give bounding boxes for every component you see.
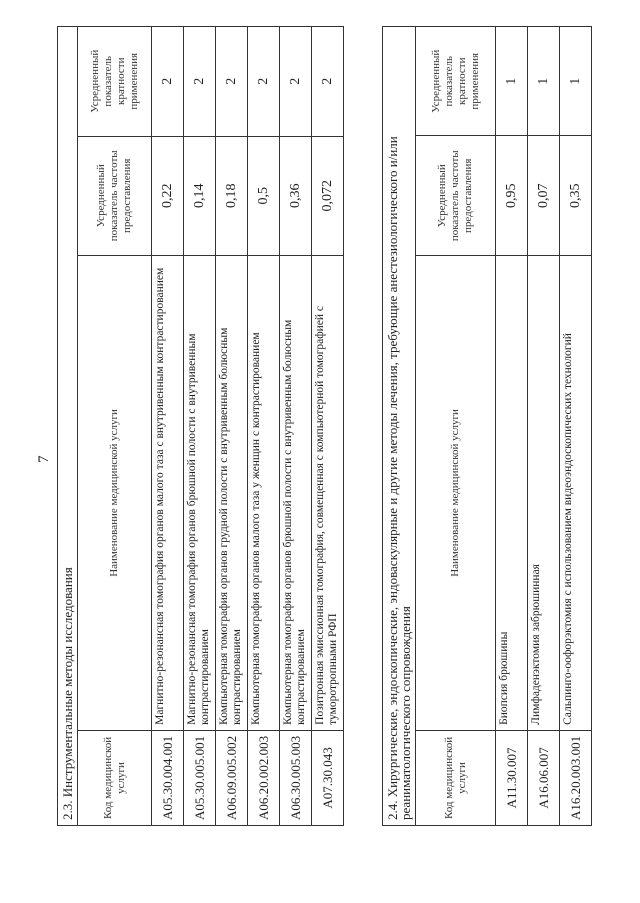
multiplicity-value: 2 [184,27,216,137]
multiplicity-value: 2 [152,27,184,137]
table-row [152,27,184,826]
frequency-value: 0,95 [496,136,528,256]
service-code: A06.20.002.003 [248,730,280,825]
section-title: 2.3. Инструментальные методы исследования [58,27,78,826]
header-frequency: Усредненный показатель частоты предоставления [78,136,152,256]
section-title: 2.4. Хирургические, эндоскопические, эндоваскулярные и другие методы лечения, требующие анестезиологического и/или реаниматологического сопровождения [383,27,416,826]
service-name: Компьютерная томография органов малого таза у женщин с контрастированием [248,256,280,731]
header-code: Код медицинской услуги [78,730,152,825]
service-code: A16.06.007 [528,730,560,825]
service-name: Магнитно-резонансная томография органов малого таза с внутривенным контрастированием [152,256,184,731]
table-row [216,27,248,826]
frequency-value: 0,22 [152,136,184,256]
service-code: A06.30.005.003 [280,730,312,825]
table-row [528,27,560,826]
frequency-value: 0,35 [560,136,592,256]
service-name: Магнитно-резонансная томография органов брюшной полости с внутривенным контрастированием [184,256,216,731]
table-row [560,27,592,826]
frequency-value: 0,5 [248,136,280,256]
service-name: Компьютерная томография органов брюшной полости с внутривенным болюсным контрастированием [280,256,312,731]
multiplicity-value: 2 [280,27,312,137]
table-row [248,27,280,826]
frequency-value: 0,072 [312,136,344,256]
service-name: Лимфаденэктомия забрюшинная [528,255,560,730]
header-code: Код медицинской услуги [416,730,496,825]
instrumental-methods-table [57,26,344,826]
header-name: Наименование медицинской услуги [416,255,496,730]
service-code: A05.30.004.001 [152,730,184,825]
frequency-value: 0,36 [280,136,312,256]
service-name: Биопсия брюшины [496,255,528,730]
table-row [496,27,528,826]
multiplicity-value: 2 [248,27,280,137]
multiplicity-value: 2 [216,27,248,137]
table-row [280,27,312,826]
multiplicity-value: 1 [496,27,528,136]
service-name: Компьютерная томография органов грудной полости с внутривенным болюсным контрастированием [216,256,248,731]
multiplicity-value: 1 [560,27,592,136]
header-multiplicity: Усредненный показатель кратности применения [416,27,496,136]
header-multiplicity: Усредненный показатель кратности применения [78,27,152,137]
service-code: A05.30.005.001 [184,730,216,825]
multiplicity-value: 2 [312,27,344,137]
frequency-value: 0,18 [216,136,248,256]
frequency-value: 0,14 [184,136,216,256]
multiplicity-value: 1 [528,27,560,136]
table-row [312,27,344,826]
page-number: 7 [36,455,52,463]
service-code: A06.09.005.002 [216,730,248,825]
service-name: Сальпинго-оофорэктомия с использованием видеоэндоскопических технологий [560,255,592,730]
surgical-methods-table [382,26,592,826]
table-row [184,27,216,826]
service-name: Позитронная эмиссионная томография, совмещенная с компьютерной томографией с туморотропными РФП [312,256,344,731]
header-name: Наименование медицинской услуги [78,256,152,731]
service-code: A16.20.003.001 [560,730,592,825]
header-frequency: Усредненный показатель частоты предоставления [416,136,496,256]
service-code: A07.30.043 [312,730,344,825]
service-code: A11.30.007 [496,730,528,825]
frequency-value: 0,07 [528,136,560,256]
